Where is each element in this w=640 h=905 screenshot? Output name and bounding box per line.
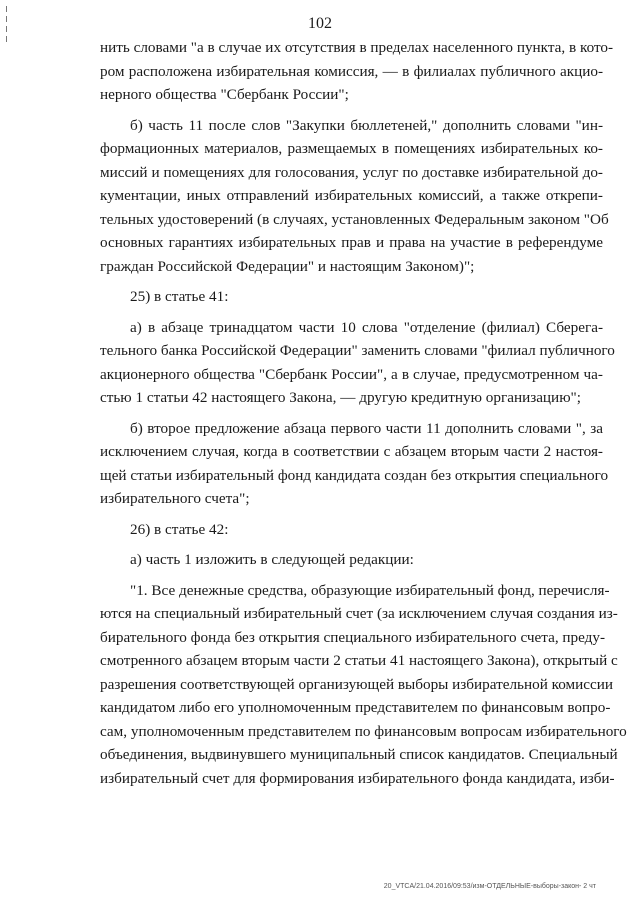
text-line: нерного общества "Сбербанк России";	[100, 86, 349, 103]
document-footer-code: 20_VTCA/21.04.2016/09:53/изм-ОТДЕЛЬНЫЕ-выборы-закон- 2 чт	[383, 883, 596, 890]
text-line: кандидатом либо его уполномоченным представителем по финансовым вопро-	[100, 699, 611, 716]
text-line: тельного банка Российской Федерации" заменить словами "филиал публичного	[100, 342, 615, 359]
section-heading: 25) в статье 41:	[130, 288, 229, 305]
paragraph-first-line: а) часть 1 изложить в следующей редакции:	[130, 551, 414, 568]
text-line: объединения, выдвинувшего муниципальный список кандидатов. Специальный	[100, 746, 618, 763]
text-line: основных гарантиях избирательных прав и права на участие в референдуме	[100, 234, 603, 251]
text-line: избирательный счет для формирования избирательного фонда кандидата, изби-	[100, 769, 615, 787]
paragraph-first-line: "1. Все денежные средства, образующие избирательный фонд, перечисля-	[130, 581, 610, 599]
text-line: бирательного фонда без открытия специального избирательного счета, преду-	[100, 628, 606, 646]
text-line: граждан Российской Федерации" и настоящим Законом)";	[100, 257, 475, 275]
text-line: щей статьи избирательный фонд кандидата создан без открытия специального	[100, 466, 609, 484]
text-line: избирательного счета";	[100, 490, 250, 507]
text-line: сам, уполномоченным представителем по финансовым вопросам избирательного	[100, 722, 627, 740]
text-line: акционерного общества "Сбербанк России", а в случае, предусмотренном ча-	[100, 365, 603, 383]
paragraph-first-line: а) в абзаце тринадцатом части 10 слова "отделение (филиал) Сберега-	[130, 318, 603, 336]
text-line: формационных материалов, размещаемых в помещениях избирательных ко-	[100, 140, 603, 157]
text-line: разрешения соответствующей организующей выборы избирательной комиссии	[100, 675, 614, 693]
text-line: тельных удостоверений (в случаях, установленных Федеральным законом "Об	[100, 210, 609, 228]
paragraph-first-line: б) второе предложение абзаца первого части 11 дополнить словами ", за	[130, 419, 603, 437]
text-line: исключением случая, когда в соответствии с абзацем вторым части 2 настоя-	[100, 443, 603, 460]
paragraph-first-line: б) часть 11 после слов "Закупки бюллетеней," дополнить словами "ин-	[130, 116, 603, 134]
text-line: стью 1 статьи 42 настоящего Закона, — другую кредитную организацию";	[100, 389, 581, 406]
text-line: нить словами "а в случае их отсутствия в пределах населенного пункта, в кото-	[100, 39, 614, 56]
text-line: ются на специальный избирательный счет (за исключением случая создания из-	[100, 605, 618, 622]
text-line: миссий и помещениях для голосования, услуг по доставке избирательной до-	[100, 163, 603, 181]
text-line: кументации, иных отправлений избирательных комиссий, а также открепи-	[100, 187, 603, 204]
text-line: смотренного абзацем вторым части 2 статьи 41 настоящего Закона), открытый с	[100, 652, 618, 669]
document-body	[100, 36, 627, 790]
page-number: 102	[308, 15, 332, 32]
section-heading: 26) в статье 42:	[130, 520, 229, 538]
text-line: ром расположена избирательная комиссия, — в филиалах публичного акцио-	[100, 62, 603, 80]
